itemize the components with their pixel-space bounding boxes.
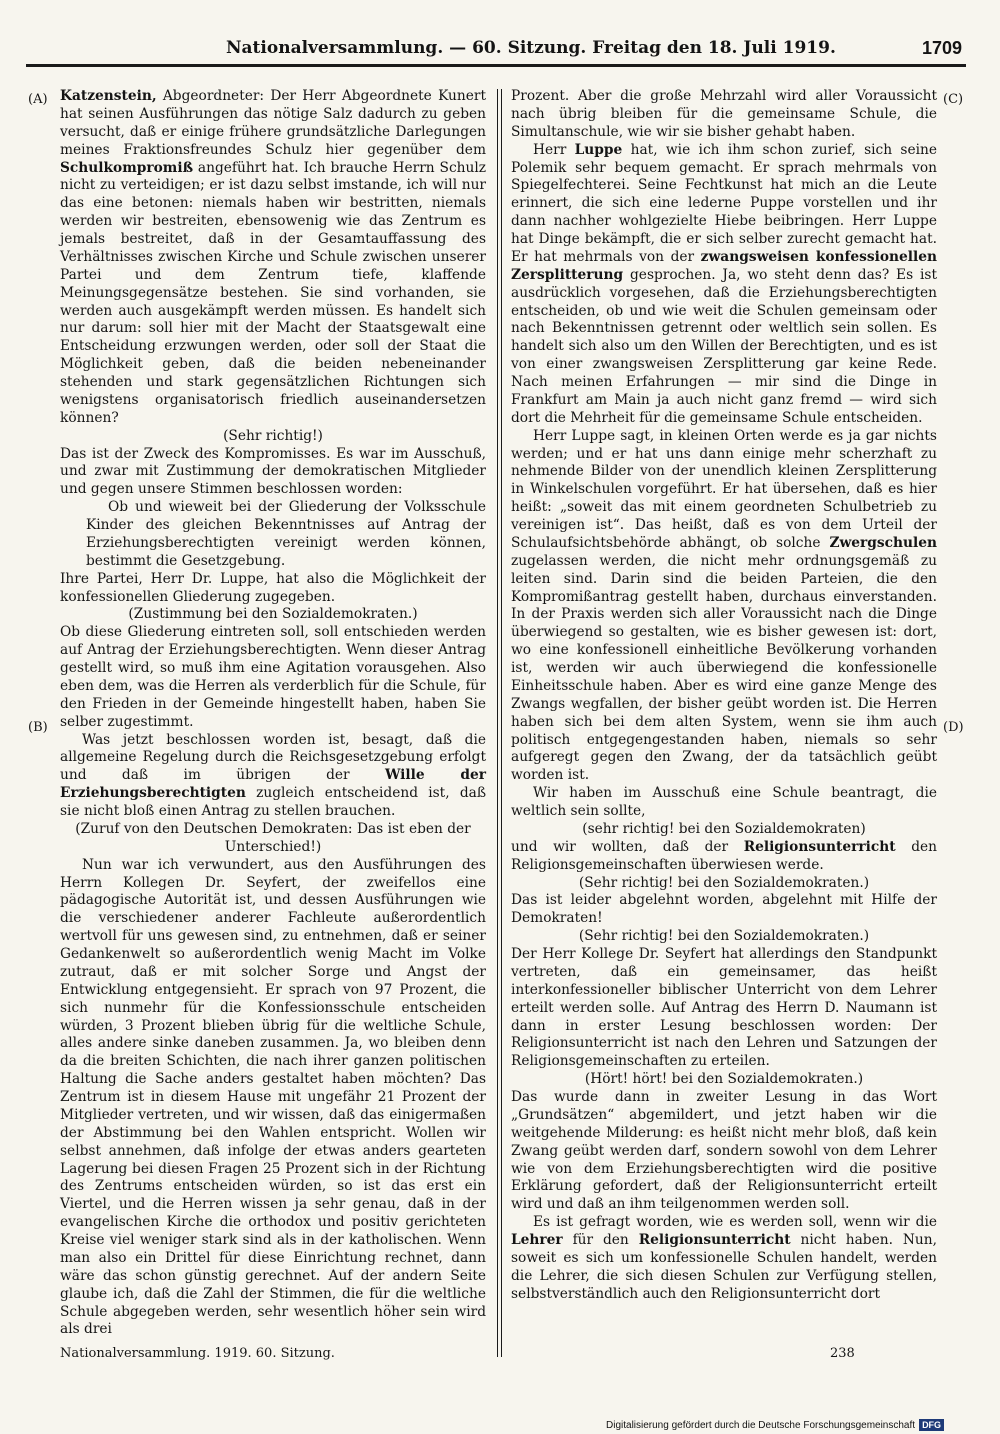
sheet-number: 238 bbox=[830, 1346, 855, 1361]
page-number: 1709 bbox=[921, 38, 962, 58]
interjection: (Zuruf von den Deutschen Demokraten: Das ist eben der Unterschied!) bbox=[75, 820, 471, 855]
page-header bbox=[226, 38, 962, 64]
paragraph: Herr Luppe sagt, in kleinen Orten werde es ja gar nichts werden; und er hat uns dann einige mehr scherzhaft zu nehmende Bilder von der unendlich kleinen Zersplitterung in Winkelschulen vorgeführt. Er hat übersehen, daß es hier heißt: „soweit das mit einem geordneten Schulbetrieb zu vereinigen ist“. Das heißt, daß es von dem Urteil der Schulaufsichtsbehörde abhängt, ob solche Zwergschulen zugelassen werden, die nicht mehr ordnungsgemäß zu leiten sind. Darin sind die beiden Parteien, die den Kompromißantrag gestellt haben, durchaus einverstanden. In der Praxis werden sich aller Voraussicht nach die Dinge überwiegend so gestalten, wie es bisher gewesen ist: dort, wo eine konfessionell einheitliche Bevölkerung vorhanden ist, werden wir auch überwiegend die konfessionelle Einheitsschule haben. Aber es wird eine ganze Menge des Zwangs wegfallen, der bisher geübt worden ist. Die Herren haben sich bei dem alten System, wenn sie ihm auch politisch entgegengestanden haben, niemals so sehr aufgeregt gegen den Zwang, der da tatsächlich geübt worden ist. bbox=[511, 427, 937, 784]
digitization-credit bbox=[606, 1419, 944, 1431]
paragraph: Katzenstein, Abgeordneter: Der Herr Abgeordnete Kunert hat seinen Ausführungen das nötige Salz dadurch zu geben versucht, daß er einige frühere grundsätzliche Darlegungen meines Fraktionsfreundes Schulz hier gegenüber dem Schulkompromiß angeführt hat. Ich brauche Herrn Schulz nicht zu verteidigen; er ist dazu selbst imstande, ich will nur das eine betonen: niemals haben wir bestritten, niemals werden wir bestreiten, ebensowenig wie das Zentrum es jemals bestreitet, daß in der Gesamtauffassung des Verhältnisses zwischen Kirche und Schule zwischen unserer Partei und dem Zentrum tiefe, klaffende Meinungsgegensätze bestehen. Sie sind vorhanden, sie werden auch ausgekämpft werden müssen. Es handelt sich nur darum: soll hier mit der Macht der Staatsgewalt eine Entscheidung erzwungen werden, oder soll der Staat die Möglichkeit geben, daß die beiden nebeneinander stehenden und stark gegensätzlichen Richtungen sich wenigstens organisatorisch friedlich auseinandersetzen können? bbox=[60, 88, 486, 426]
paragraph: Herr Luppe hat, wie ich ihm schon zurief, sich seine Polemik sehr bequem gemacht. Er sprach mehrmals von Spiegelfechterei. Seine Fechtkunst hat mich an die Leute erinnert, die sich eine lederne Puppe vorstellen und ihr dann nachher wohlgezielte Hiebe beibringen. Herr Luppe hat Dinge bekämpft, die er sich selber zurecht gemacht hat. Er hat mehrmals von der zwangsweisen konfessionellen Zersplitterung gesprochen. Ja, wo steht denn das? Es ist ausdrücklich vorgesehen, daß die Erziehungsberechtigten entscheiden, ob und wie weit die Schulen gemeinsam oder nach Bekenntnissen getrennt oder weltlich sein sollen. Es handelt sich also um den Willen der Berechtigten, und es ist von einer zwangsweisen Zersplitterung gar keine Rede. Nach meinen Erfahrungen — mir sind die Dinge in Frankfurt am Main ja auch nicht ganz fremd — wird sich dort die Mehrheit für die gemeinsame Schule entscheiden. bbox=[511, 141, 938, 426]
footer-signature-line: Nationalversammlung. 1919. 60. Sitzung. bbox=[60, 1346, 335, 1361]
paragraph: Das ist der Zweck des Kompromisses. Es war im Ausschuß, und zwar mit Zustimmung der demokratischen Mitglieder und gegen unsere Stimmen beschlossen worden: bbox=[60, 445, 486, 498]
margin-marker-a: (A) bbox=[28, 92, 48, 107]
margin-marker-b: (B) bbox=[28, 720, 48, 735]
header-rule bbox=[26, 64, 966, 67]
right-column bbox=[511, 88, 937, 1304]
interjection: (Sehr richtig!) bbox=[223, 427, 323, 444]
quoted-resolution: Ob und wieweit bei der Gliederung der Volksschule Kinder des gleichen Bekenntnisses auf Antrag der Erziehungsberechtigten vereinigt werden können, bestimmt die Gesetzgebung. bbox=[86, 499, 486, 569]
interjection: (Hört! hört! bei den Sozialdemokraten.) bbox=[584, 1071, 864, 1088]
interjection: (sehr richtig! bei den Sozialdemokraten) bbox=[582, 820, 866, 837]
margin-marker-d: (D) bbox=[943, 720, 964, 735]
paragraph: Der Herr Kollege Dr. Seyfert hat allerdings den Standpunkt vertreten, daß ein gemeinsamer, das heißt interkonfessioneller biblischer Unterricht von dem Lehrer erteilt werden solle. Auf Antrag des Herrn D. Naumann ist dann in erster Lesung beschlossen worden: Der Religionsunterricht ist nach den Lehren und Satzungen der Religionsgemeinschaften zu erteilen. bbox=[511, 946, 937, 1070]
paragraph: Ob diese Gliederung eintreten soll, soll entschieden werden auf Antrag der Erziehungsberechtigten. Wenn dieser Antrag gestellt wird, so muß ihm eine Agitation vorausgehen. Also eben dem, was die Herren als verderblich für die Schule, für den Frieden in der Gemeinde hingestellt haben, haben Sie selber zugestimmt. bbox=[60, 624, 486, 730]
paragraph: Was jetzt beschlossen worden ist, besagt, daß die allgemeine Regelung durch die Reichsgesetzgebung erfolgt und daß im übrigen der Wille der Erziehungsberechtigten zugleich entscheidend ist, daß sie nicht bloß einen Antrag zu stellen brauchen. bbox=[60, 731, 487, 819]
paragraph: Das ist leider abgelehnt worden, abgelehnt mit Hilfe der Demokraten! bbox=[511, 892, 937, 927]
interjection: (Zustimmung bei den Sozialdemokraten.) bbox=[128, 606, 418, 623]
header-title: Nationalversammlung. — 60. Sitzung. Freitag den 18. Juli 1919. bbox=[226, 38, 836, 58]
paragraph: Das wurde dann in zweiter Lesung in das Wort „Grundsätzen“ abgemildert, und jetzt haben wir die weitgehende Milderung: es heißt nicht mehr bloß, daß kein Zwang geübt werden darf, sondern sowohl von dem Lehrer wie von dem Erziehungsberechtigten wird die positive Erklärung gefordert, daß der Religionsunterricht erteilt wird und daß an ihm teilgenommen werden soll. bbox=[511, 1089, 937, 1213]
paragraph: Wir haben im Ausschuß eine Schule beantragt, die weltlich sein sollte, bbox=[511, 785, 937, 819]
paragraph: Es ist gefragt worden, wie es werden soll, wenn wir die Lehrer für den Religionsunterricht nicht haben. Nun, soweit es sich um konfessionelle Schulen handelt, werden die Lehrer, die sich diesen Schulen zur Verfügung stellen, selbstverständlich auch den Religionsunterricht dort bbox=[511, 1214, 937, 1302]
credit-text: Digitalisierung gefördert durch die Deutsche Forschungsgemeinschaft bbox=[606, 1420, 916, 1431]
paragraph: und wir wollten, daß der Religionsunterricht den Religionsgemeinschaften überwiesen werde. bbox=[511, 838, 937, 873]
left-column bbox=[60, 88, 486, 1339]
speaker-name: Katzenstein, bbox=[60, 88, 157, 104]
interjection: (Sehr richtig! bei den Sozialdemokraten.) bbox=[578, 874, 870, 891]
paragraph: Ihre Partei, Herr Dr. Luppe, hat also die Möglichkeit der konfessionellen Gliederung zugegeben. bbox=[60, 570, 486, 605]
dfg-logo: DFG bbox=[919, 1419, 944, 1431]
column-divider bbox=[497, 89, 502, 1357]
paragraph: Prozent. Aber die große Mehrzahl wird aller Voraussicht nach übrig bleiben für die gemeinsame Schule, die Simultanschule, wie wir sie bisher gehabt haben. bbox=[511, 88, 937, 140]
paragraph: Nun war ich verwundert, aus den Ausführungen des Herrn Kollegen Dr. Seyfert, der zweifellos eine pädagogische Autorität ist, und dessen Ausführungen wie die verschiedener anderer Fachleute außerordentlich wertvoll für uns gewesen sind, zu entnehmen, daß er seiner Gedankenwelt so außerordentlich wenig Macht im Volke zutraut, daß er mit solcher Sorge und Angst der Entwicklung entgegensieht. Er sprach von 97 Prozent, die sich nunmehr für die Konfessionsschule entscheiden würden, 3 Prozent blieben übrig für die weltliche Schule, alles andere sinke daneben zusammen. Ja, wo bleiben denn da die breiten Schichten, die nach ihrer ganzen politischen Haltung die Sache anders gestaltet haben möchten? Das Zentrum ist in diesem Hause mit ungefähr 21 Prozent der Mitglieder vertreten, und wir wissen, daß das einigermaßen der Abstimmung bei den Wahlen entspricht. Wollen wir selbst annehmen, daß infolge der etwas anders gearteten Lagerung bei diesen Fragen 25 Prozent sich in der Richtung des Zentrums entscheiden würden, so ist das erst ein Viertel, und die Herren wissen ja sehr genau, daß in der evangelischen Kirche die orthodox und positiv gerichteten Kreise viel weniger stark sind als in der katholischen. Wenn man also ein Drittel für diese Einrichtung rechnet, dann wäre das schon günstig gerechnet. Auf der andern Seite glaube ich, daß die Zahl der Stimmen, die für die weltliche Schule abgegeben werden, sehr wesentlich höher sein wird als drei bbox=[60, 856, 486, 1338]
margin-marker-c: (C) bbox=[943, 92, 964, 107]
interjection: (Sehr richtig! bei den Sozialdemokraten.) bbox=[578, 928, 870, 945]
